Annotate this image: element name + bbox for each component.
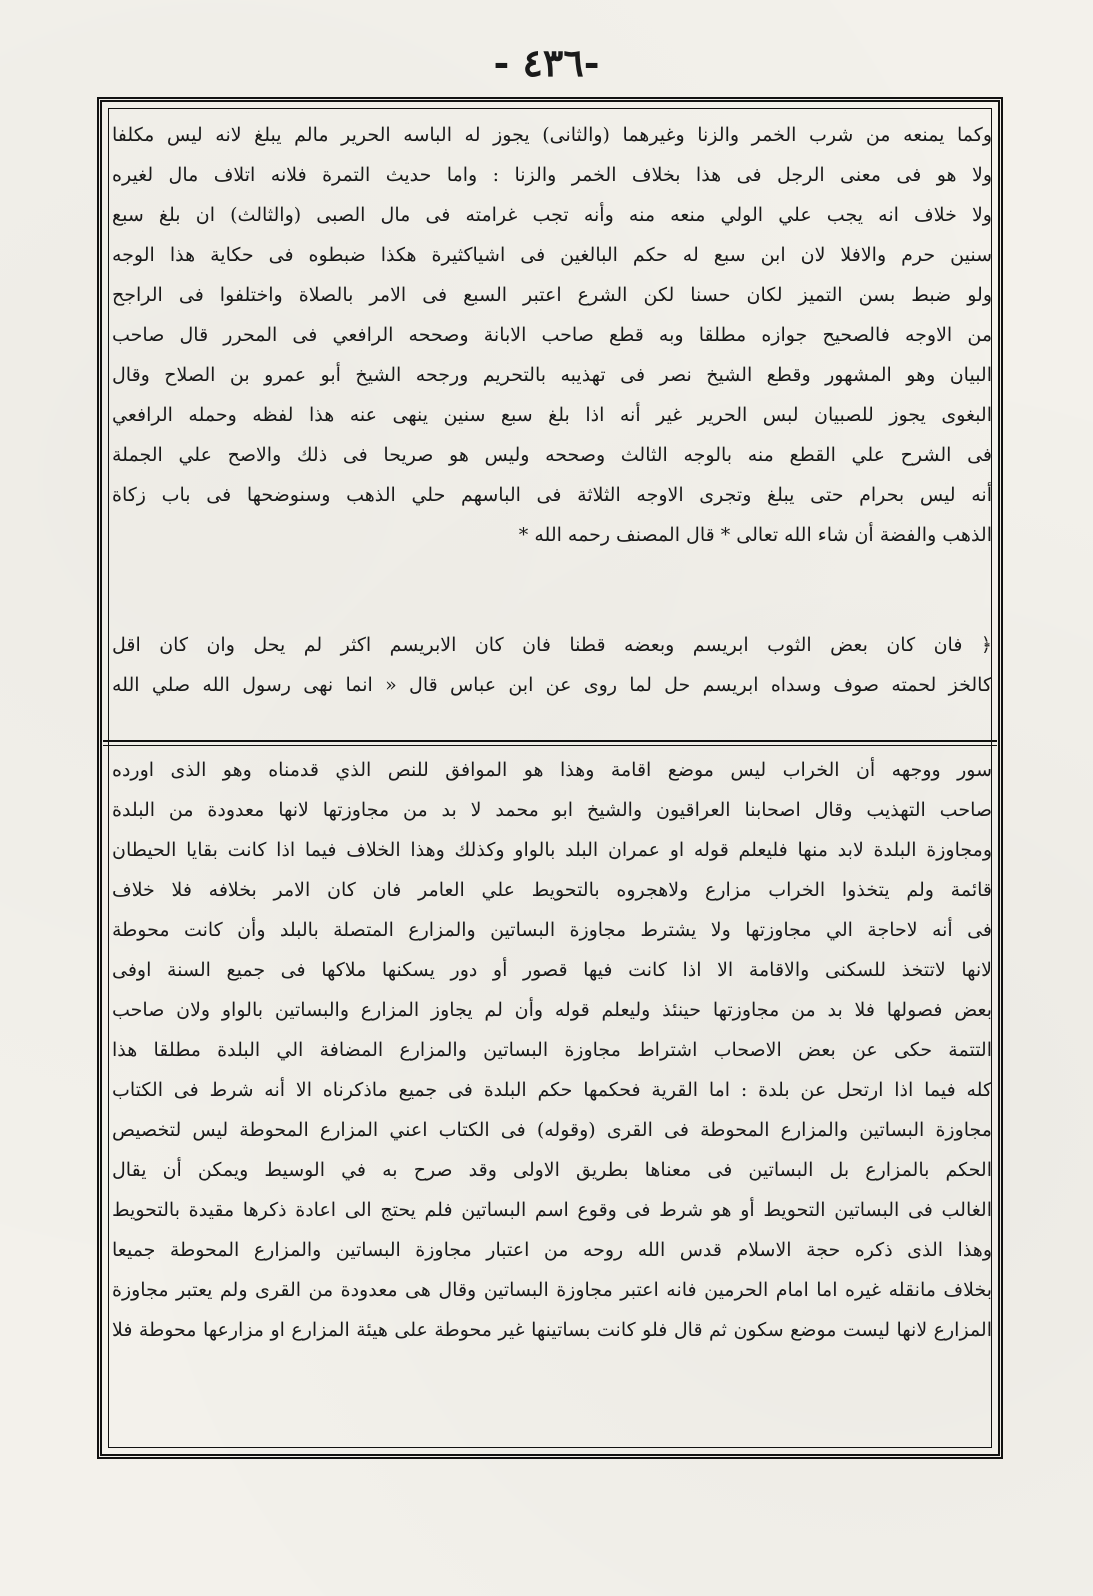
text-line: المزارع لانها ليست موضع سكون ثم قال فلو كانت بساتينها غير محوطة على هيئة المزارع او مزارعها محوطة فلا (112, 1319, 992, 1341)
commentary-bottom (112, 750, 992, 1350)
text-line: وكما يمنعه من شرب الخمر والزنا وغيرهما (والثانى) يجوز له الباسه الحرير مالم يبلغ لانه ليس مكلفا (112, 124, 992, 146)
text-line: سور ووجهه أن الخراب ليس موضع اقامة وهذا هو الموافق للنص الذي قدمناه وهو الذى اورده (112, 759, 992, 781)
text-line: فى أنه لاحاجة الي مجاوزتها ولا يشترط مجاوزة البساتين والمزارع المتصلة بالبلد وأن كانت محوطة (112, 919, 992, 941)
text-line: أنه ليس بحرام حتى يبلغ وتجرى الاوجه الثلاثة فى الباسهم حلي الذهب وسنوضحها فى باب زكاة (112, 484, 992, 506)
text-line: فى الشرح علي القطع منه بالوجه الثالث وصححه وليس هو صريحا فى ذلك والاصح علي الجملة (112, 444, 992, 466)
text-line: ولا هو فى معنى الرجل فى هذا بخلاف الخمر والزنا : واما حديث التمرة فلانه اتلاف مال لغيره (112, 164, 992, 186)
text-line: وهذا الذى ذكره حجة الاسلام قدس الله روحه من اعتبار مجاوزة البساتين والمزارع المحوطة جميعا (112, 1239, 992, 1261)
text-line: بخلاف مانقله غيره اما امام الحرمين فانه اعتبر مجاوزة البساتين وقال هى معدودة من القرى ولم يعتبر مجاوزة (112, 1279, 992, 1301)
text-line: ولو ضبط بسن التميز لكان حسنا لكن الشرع اعتبر السبع فى الامر بالصلاة واختلفوا فى الراجح (112, 284, 992, 306)
text-line: الحكم بالمزارع بل البساتين فى معناها بطريق الاولى وقد صرح به في الوسيط ويمكن أن يقال (112, 1159, 992, 1181)
text-line: الغالب فى البساتين التحويط أو هو شرط فى وقوع اسم البساتين فلم يحتج الى اعادة ذكرها مقيدة بالتحويط (112, 1199, 992, 1221)
text-line: ومجاوزة البلدة لابد منها فليعلم قوله او عمران البلد بالواو وكذلك وهذا الخلاف فيما اذا كانت بقايا الحيطان (112, 839, 992, 861)
commentary-top (112, 115, 992, 555)
text-line: البغوى يجوز للصبيان لبس الحرير غير أنه اذا بلغ سبع سنين ينهى عنه هذا لفظه وحمله الرافعي (112, 404, 992, 426)
text-line: الذهب والفضة أن شاء الله تعالى * قال المصنف رحمه الله * (518, 524, 992, 546)
text-line: التتمة حكى عن بعض الاصحاب اشتراط مجاوزة البساتين والمزارع المضافة الي البلدة مطلقا هذا (112, 1039, 992, 1061)
text-line: لانها لاتتخذ للسكنى والاقامة الا اذا كانت فيها قصور أو دور يسكنها ملاكها فى جميع السنة اوفى (112, 959, 992, 981)
text-line: ولا خلاف انه يجب علي الولي منعه منه وأنه تجب غرامته فى مال الصبى (والثالث) ان بلغ سبع (112, 204, 992, 226)
text-line: كله فيما اذا ارتحل عن بلدة : اما القرية فحكمها حكم البلدة فى جميع ماذكرناه الا أنه شرط فى الكتاب (112, 1079, 992, 1101)
text-line: ﴿ فان كان بعض الثوب ابريسم وبعضه قطنا فان كان الابريسم اكثر لم يحل وان كان اقل (112, 634, 992, 656)
matn-text (112, 625, 992, 705)
text-line: بعض فصولها فلا بد من مجاوزتها حينئذ وليعلم قوله وأن لم يجاوز المزارع والبساتين بالواو ولان صاحب (112, 999, 992, 1021)
page-number: -٤٣٦ - (493, 40, 600, 85)
text-line: من الاوجه فالصحيح جوازه مطلقا وبه قطع صاحب الابانة وصححه الرافعي فى المحرر قال صاحب (112, 324, 992, 346)
text-line: البيان وهو المشهور وقطع الشيخ نصر فى تهذيبه بالتحريم ورجحه الشيخ أبو عمرو بن الصلاح وقال (112, 364, 992, 386)
text-line: كالخز لحمته صوف وسداه ابريسم حل لما روى عن ابن عباس قال « انما نهى رسول الله صلي الله (112, 674, 992, 696)
text-line: صاحب التهذيب وقال اصحابنا العراقيون والشيخ ابو محمد لا بد من مجاوزتها لانها معدودة من البلدة (112, 799, 992, 821)
text-line: قائمة ولم يتخذوا الخراب مزارع ولاهجروه بالتحويط علي العامر فان كان الامر بخلافه فلا خلاف (112, 879, 992, 901)
section-divider (103, 740, 997, 746)
text-line: مجاوزة البساتين والمزارع المحوطة فى القرى (وقوله) فى الكتاب اعني المزارع المحوطة ليس لتخصيص (112, 1119, 992, 1141)
text-line: سنين حرم والافلا لان ابن سبع له حكم البالغين فى اشياكثيرة هكذا ضبطوه فى حكاية هذا الوجه (112, 244, 992, 266)
